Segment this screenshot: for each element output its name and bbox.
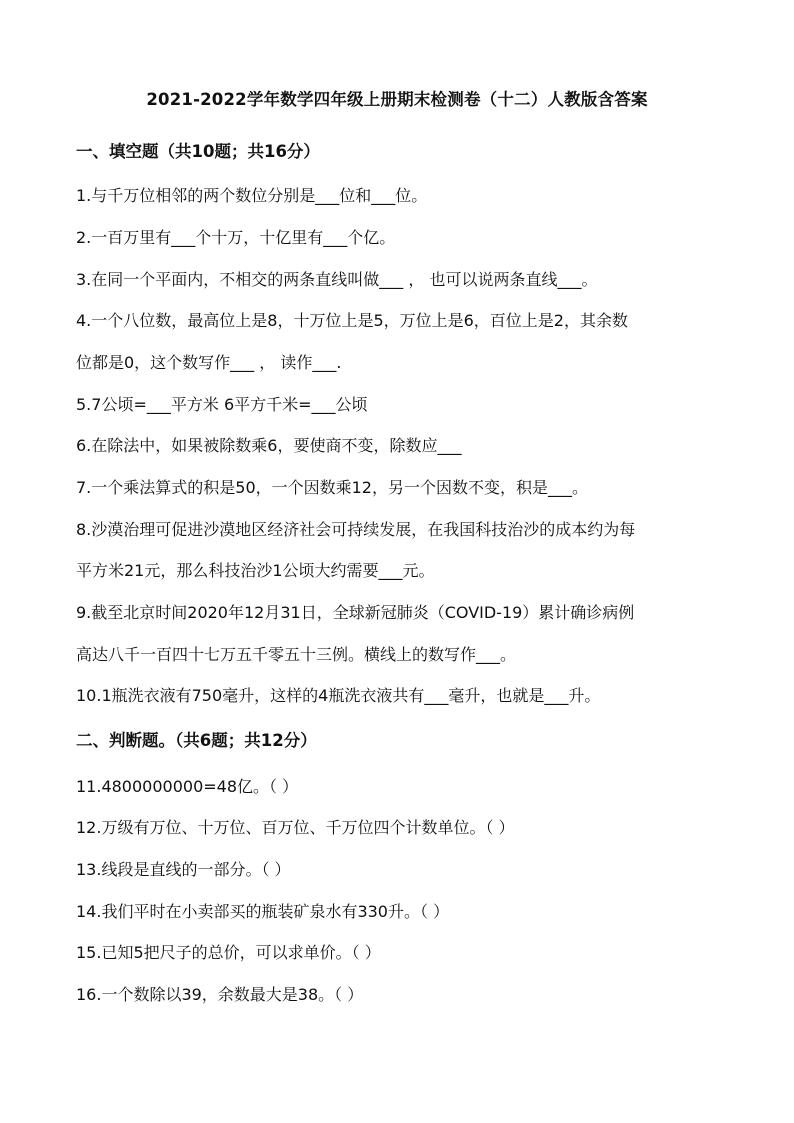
question-8-line-1: 8.沙漠治理可促进沙漠地区经济社会可持续发展，在我国科技治沙的成本约为每 — [76, 520, 636, 539]
question-6: 6.在除法中，如果被除数乘6，要使商不变，除数应___ — [76, 436, 462, 455]
question-1: 1.与千万位相邻的两个数位分别是___位和___位。 — [76, 186, 428, 205]
question-5: 5.7公顷=___平方米 6平方千米=___公顷 — [76, 395, 368, 414]
question-12: 12.万级有万位、十万位、百万位、千万位四个计数单位。（ ） — [76, 818, 515, 837]
section-heading-fill-in: 一、填空题（共10题；共16分） — [76, 142, 320, 161]
question-9-line-1: 9.截至北京时间2020年12月31日，全球新冠肺炎（COVID-19）累计确诊病例 — [76, 603, 635, 622]
question-4-line-1: 4.一个八位数，最高位上是8，十万位上是5，万位上是6，百位上是2，其余数 — [76, 311, 628, 330]
question-16: 16.一个数除以39，余数最大是38。（ ） — [76, 985, 364, 1004]
page-title: 2021-2022学年数学四年级上册期末检测卷（十二）人教版含答案 — [146, 90, 648, 109]
question-9-line-2: 高达八千一百四十七万五千零五十三例。横线上的数写作___。 — [76, 645, 517, 664]
question-14: 14.我们平时在小卖部买的瓶装矿泉水有330升。（ ） — [76, 902, 450, 921]
question-4-line-2: 位都是0，这个数写作___ ， 读作___. — [76, 353, 342, 372]
question-10: 10.1瓶洗衣液有750毫升，这样的4瓶洗衣液共有___毫升，也就是___升。 — [76, 686, 601, 705]
question-8-line-2: 平方米21元，那么科技治沙1公顷大约需要___元。 — [76, 561, 435, 580]
question-11: 11.4800000000=48亿。（ ） — [76, 777, 299, 796]
question-2: 2.一百万里有___个十万，十亿里有___个亿。 — [76, 228, 396, 247]
question-13: 13.线段是直线的一部分。（ ） — [76, 860, 291, 879]
question-15: 15.已知5把尺子的总价，可以求单价。（ ） — [76, 943, 381, 962]
question-3: 3.在同一个平面内，不相交的两条直线叫做___ ， 也可以说两条直线___。 — [76, 270, 598, 289]
question-7: 7.一个乘法算式的积是50，一个因数乘12，另一个因数不变，积是___。 — [76, 478, 588, 497]
section-heading-true-false: 二、判断题。（共6题；共12分） — [76, 731, 317, 750]
